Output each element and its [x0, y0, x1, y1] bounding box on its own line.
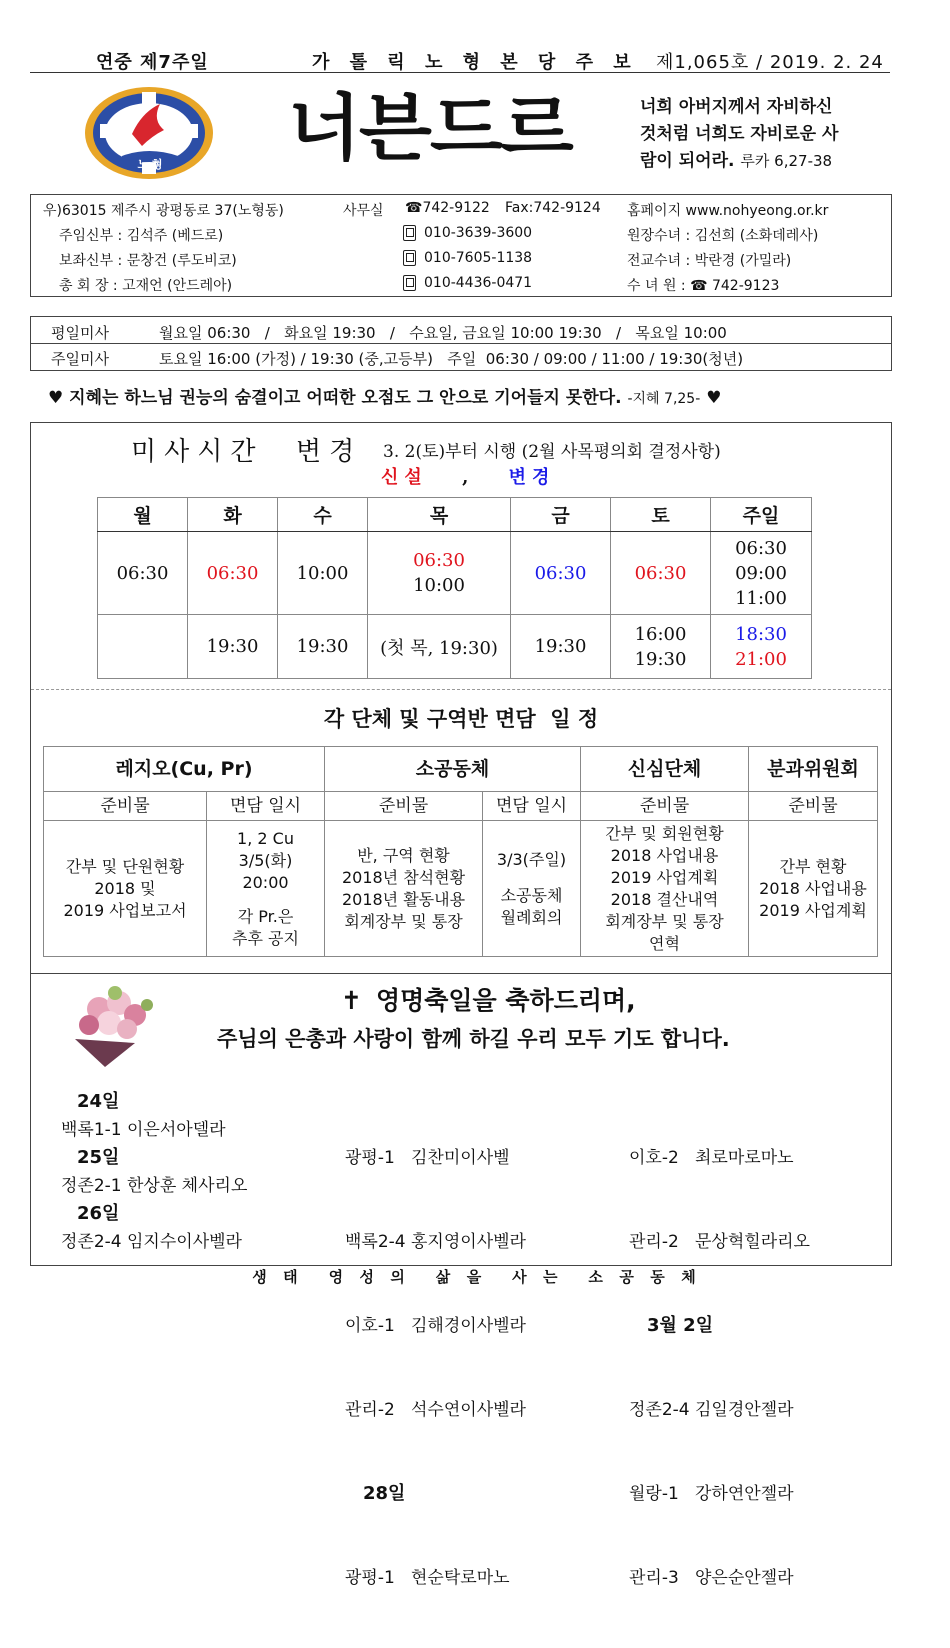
pastor: 주임신부 : 김석주 (베드로) — [59, 228, 224, 244]
group-devotional: 신심단체 — [581, 747, 749, 792]
president-phone: 010-4436-0471 — [424, 275, 533, 291]
evening-thu: (첫 목, 19:30) — [368, 615, 511, 679]
morning-sun-1: 06:30 — [735, 537, 787, 559]
address: 우)63015 제주시 광평동로 37(노형동) — [43, 203, 284, 219]
office-fax: Fax:742-9124 — [505, 200, 601, 216]
morning-fri: 06:30 — [511, 532, 611, 615]
council-president: 총 회 장 : 고재언 (안드레아) — [59, 278, 233, 294]
cell-line: 각 Pr.은 — [237, 906, 294, 926]
evening-sat-2: 19:30 — [634, 648, 687, 670]
cell-line: 2018년 참석현황 — [341, 867, 466, 887]
assistant-phone: 010-7605-1138 — [424, 250, 533, 266]
mass-times-divider — [31, 343, 891, 344]
issue-number: 제1,065호 / 2019. 2. 24 — [656, 52, 884, 73]
day-header: 화 — [188, 498, 278, 532]
mass-change-title: 미사시간 변경 — [131, 437, 363, 467]
section-divider — [31, 973, 891, 974]
committee-prep — [749, 821, 878, 957]
sunday-mass-times: 토요일 16:00 (가정) / 19:30 (중,고등부) 주일 06:30 / 09:00 / 11:00 / 19:30(청년) — [159, 350, 744, 368]
group-legio: 레지오(Cu, Pr) — [44, 747, 325, 792]
feast-day: 24일 — [77, 1091, 120, 1112]
cell-line: 2019 사업계획 — [759, 900, 867, 920]
morning-mon: 06:30 — [98, 532, 188, 615]
cell-line: 1, 2 Cu — [237, 828, 294, 848]
mass-change-legend — [381, 463, 555, 489]
sgd-time — [483, 821, 581, 957]
wisdom-line — [48, 383, 721, 408]
day-header: 수 — [278, 498, 368, 532]
pastor-phone: 010-3639-3600 — [424, 225, 533, 241]
day-header: 월 — [98, 498, 188, 532]
mass-schedule-table — [97, 497, 812, 679]
mass-change-subtitle: 3. 2(토)부터 시행 (2월 사목평의회 결정사항) — [383, 442, 721, 462]
logo-text: 노 형 — [137, 158, 163, 171]
quote-line-2: 것처럼 너희도 자비로운 사 — [640, 124, 839, 144]
day-header: 주일 — [711, 498, 812, 532]
legend-new: 신설 — [381, 467, 428, 488]
cell-line: 간부 및 단원현황 — [65, 856, 185, 876]
section-divider — [31, 689, 891, 690]
mobile-phone-icon — [403, 225, 416, 241]
cell-line: 반, 구역 현황 — [357, 845, 450, 865]
morning-sat: 06:30 — [611, 532, 711, 615]
quote-line-1: 너희 아버지께서 자비하신 — [640, 97, 833, 117]
feast-subline: 주님의 은총과 사랑이 함께 하길 우리 모두 기도 합니다. — [217, 1027, 730, 1051]
sunday-mass-label: 주일미사 — [51, 350, 109, 368]
feast-day: 25일 — [77, 1147, 120, 1168]
cell-line: 2018 사업내용 — [610, 845, 719, 865]
cell-line: 20:00 — [242, 872, 289, 892]
heart-icon: ♥ — [706, 388, 722, 408]
cell-line: 소공동체 — [500, 885, 563, 905]
interview-table — [43, 746, 878, 957]
homepage: 홈페이지 www.nohyeong.or.kr — [627, 203, 829, 219]
weekday-mass-label: 평일미사 — [51, 324, 109, 342]
feast-name: 정존2-1 한상훈 체사리오 — [61, 1176, 248, 1196]
sub-header: 면담 일시 — [207, 792, 325, 821]
assistant-priest: 보좌신부 : 문창건 (루도비코) — [59, 253, 237, 269]
cell-line: 월례회의 — [500, 907, 563, 927]
cross-icon: ✝ — [341, 986, 362, 1015]
sgd-prep — [325, 821, 483, 957]
header-rule — [30, 72, 890, 73]
cell-line: 간부 및 회원현황 — [605, 823, 724, 843]
morning-tue: 06:30 — [188, 532, 278, 615]
feast-name: 정존2-4 임지수이사벨라 — [61, 1232, 242, 1252]
interview-title: 각 단체 및 구역반 면담 일 정 — [323, 707, 599, 731]
feast-column-3 — [629, 1088, 810, 1648]
feast-name: 관리-2 석수연이사벨라 — [345, 1400, 526, 1420]
feast-name: 광평-1 김찬미이사벨 — [345, 1148, 510, 1168]
evening-sun-new: 21:00 — [735, 648, 787, 670]
morning-thu: 10:00 — [413, 575, 465, 596]
sub-header: 준비물 — [325, 792, 483, 821]
legio-time — [207, 821, 325, 957]
morning-wed: 10:00 — [278, 532, 368, 615]
office-label: 사무실 — [343, 203, 384, 219]
feast-day: 3월 2일 — [647, 1315, 714, 1336]
quote-reference: 루카 6,27-38 — [740, 152, 833, 170]
feast-day: 28일 — [363, 1483, 406, 1504]
week-label: 연중 제7주일 — [96, 52, 209, 73]
legend-change: 변경 — [508, 467, 556, 488]
quote-line-3: 람이 되어라. — [640, 151, 735, 171]
feast-headline: 영명축일을 축하드리며, — [375, 986, 636, 1015]
morning-sun-3: 11:00 — [735, 587, 787, 609]
feast-name: 정존2-4 김일경안젤라 — [629, 1400, 794, 1420]
cell-line: 2018 및 — [94, 878, 156, 898]
evening-mon — [98, 615, 188, 679]
sub-header: 면담 일시 — [483, 792, 581, 821]
day-header: 목 — [368, 498, 511, 532]
cell-line: 회계장부 및 통장 — [344, 911, 463, 931]
feast-name: 관리-2 문상혁힐라리오 — [629, 1232, 810, 1252]
cell-line: 3/5(화) — [238, 850, 293, 870]
group-small-community: 소공동체 — [325, 747, 581, 792]
evening-tue: 19:30 — [188, 615, 278, 679]
legend-separator: , — [462, 467, 475, 488]
feast-name: 이호-2 최로마로마노 — [629, 1148, 794, 1168]
cell-line: 추후 공지 — [232, 928, 299, 948]
devotional-prep — [581, 821, 749, 957]
cell-line: 2019 사업보고서 — [63, 900, 187, 920]
feast-name: 광평-1 현순탁로마노 — [345, 1568, 510, 1588]
wisdom-text: 지혜는 하느님 권능의 숨결이고 어떠한 오점도 그 안으로 기어들지 못한다. — [69, 388, 622, 408]
evening-fri: 19:30 — [511, 615, 611, 679]
feast-column-1 — [61, 1088, 247, 1256]
sub-header: 준비물 — [44, 792, 207, 821]
footer-slogan: 생 태 영 성 의 삶 을 사 는 소 공 동 체 — [252, 1268, 698, 1286]
legio-prep — [44, 821, 207, 957]
parish-logo — [82, 84, 217, 182]
cell-line: 연혁 — [649, 933, 680, 953]
convent: 수 녀 원 : ☎ 742-9123 — [627, 278, 780, 294]
cell-line: 2018 결산내역 — [610, 889, 719, 909]
office-tel: ☎742-9122 — [405, 200, 490, 216]
cell-line: 2018 사업내용 — [759, 878, 867, 898]
cell-line: 3/3(주일) — [496, 849, 567, 869]
feast-column-2 — [345, 1088, 526, 1648]
group-committee: 분과위원회 — [749, 747, 878, 792]
sub-header: 준비물 — [581, 792, 749, 821]
cell-line: 2018년 활동내용 — [341, 889, 466, 909]
scripture-quote — [640, 94, 838, 175]
parish-info-box — [30, 194, 892, 297]
feast-name: 백록2-4 홍지영이사벨라 — [345, 1232, 526, 1252]
masthead-title: 너븐드르 — [288, 86, 572, 170]
day-header: 금 — [511, 498, 611, 532]
feast-name: 월랑-1 강하연안젤라 — [629, 1484, 794, 1504]
sub-header: 준비물 — [749, 792, 878, 821]
morning-sun-2: 09:00 — [735, 562, 787, 584]
cell-line: 회계장부 및 통장 — [605, 911, 724, 931]
bouquet-image — [65, 983, 161, 1067]
feast-name: 백록1-1 이은서아델라 — [61, 1120, 226, 1140]
cell-line: 2019 사업계획 — [610, 867, 719, 887]
cell-line: 간부 현황 — [779, 856, 847, 876]
heart-icon: ♥ — [48, 388, 64, 408]
feast-headline-row — [341, 981, 636, 1017]
wisdom-ref: -지혜 7,25- — [627, 391, 701, 407]
head-sister: 원장수녀 : 김선희 (소화데레사) — [627, 228, 819, 244]
mobile-phone-icon — [403, 275, 416, 291]
mass-times-box — [30, 316, 892, 371]
day-header: 토 — [611, 498, 711, 532]
evening-sat-1: 16:00 — [634, 623, 687, 645]
morning-thu-new: 06:30 — [413, 550, 465, 571]
feast-day: 26일 — [77, 1203, 120, 1224]
feast-name: 이호-1 김해경이사벨라 — [345, 1316, 526, 1336]
bulletin-title: 가 톨 릭 노 형 본 당 주 보 — [312, 52, 635, 73]
evening-sun-change: 18:30 — [735, 623, 787, 645]
feast-name: 관리-3 양은순안젤라 — [629, 1568, 794, 1588]
weekday-mass-times: 월요일 06:30 / 화요일 19:30 / 수요일, 금요일 10:00 19:30 / 목요일 10:00 — [159, 324, 727, 342]
mission-sister: 전교수녀 : 박란경 (가밀라) — [627, 253, 792, 269]
mobile-phone-icon — [403, 250, 416, 266]
evening-wed: 19:30 — [278, 615, 368, 679]
